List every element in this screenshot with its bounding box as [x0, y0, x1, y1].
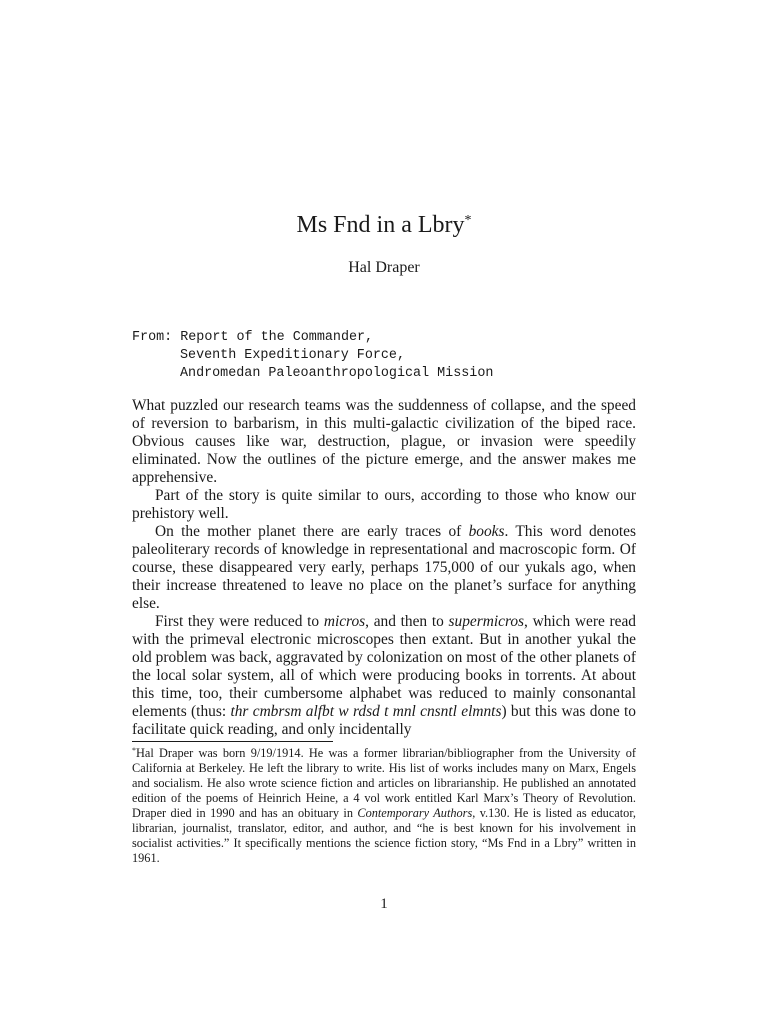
paragraph-4-emphasis-1: micros [323, 613, 366, 630]
title-footnote-marker[interactable]: * [464, 213, 472, 228]
memo-line-1 [132, 329, 652, 347]
footnote [132, 743, 636, 866]
page-title [0, 204, 768, 242]
footnote-text-b: , v.130. He is listed as educator, librarian, journalist, translator, editor, and author, and “he is best known for his involvement in socialist activities.” It specifically mentions the science fiction story, “Ms Fnd in a Lbry” written in 1961. [132, 806, 636, 865]
paragraph-2: Part of the story is quite similar to ours, according to those who know our prehistory well. [132, 487, 636, 522]
paragraph-4 [132, 613, 636, 739]
memo-header [132, 329, 652, 383]
paragraph-4-emphasis-3: thr cmbrsm alfbt w rdsd t mnl cnsntl elmnts [230, 703, 502, 720]
footnote-text-a: Hal Draper was born 9/19/1914. He was a former librarian/bibliographer from the University of California at Berkeley. He left the library to write. His list of works includes many on Marx, Engels and socialism. He also wrote science fiction and articles on librarianship. He published an annotated edition of the poems of Heinrich Heine, a 4 vol work entitled Karl Marx’s Theory of Revolution. Draper died in 1990 and has an obituary in [132, 746, 636, 820]
title-text: Ms Fnd in a Lbry [296, 212, 465, 238]
paragraph-4-part-c: , which were read with the primeval electronic microscopes then extant. But in another yukal the old problem was back, aggravated by colonization on most of the other planets of the local solar system, all of which were producing books in torrents. At about this time, too, their cumbersome alphabet was reduced to mainly consonantal elements (thus: [132, 613, 637, 720]
page-number: 1 [380, 896, 388, 912]
paragraph-4-part-d: ) but this was done to facilitate quick reading, and only incidentally [132, 703, 636, 738]
memo-line-3: Andromedan Paleoanthropological Mission [180, 366, 494, 381]
paragraph-3-part-b: . This word denotes paleoliterary records of knowledge in representational and macroscopic form. Of course, these disappeared very early, perhaps 175,000 of our yukals ago, when their increase threatened to leave no place on the planet’s surface for anything else. [132, 523, 636, 612]
memo-line-1-text: Report of the Commander, [180, 330, 374, 345]
footnote-marker: * [132, 746, 136, 755]
paragraph-4-part-a: First they were reduced to [155, 613, 324, 630]
author-name: Hal Draper [348, 259, 420, 276]
paragraph-3-emphasis: books [468, 523, 505, 540]
paragraph-3-part-a: On the mother planet there are early traces of [155, 523, 469, 540]
body-text [132, 397, 636, 739]
footnote-divider [132, 741, 333, 742]
paragraph-4-emphasis-2: supermicros [448, 613, 525, 630]
memo-line-2: Seventh Expeditionary Force, [180, 348, 405, 363]
paragraph-3 [132, 523, 636, 613]
memo-from-label: From: [132, 330, 173, 345]
paragraph-4-part-b: , and then to [365, 613, 449, 630]
paragraph-1: What puzzled our research teams was the suddenness of collapse, and the speed of reversion to barbarism, in this multi-galactic civilization of the biped race. Obvious causes like war, destruction, plague, or invasion were speedily eliminated. Now the outlines of the picture emerge, and the answer makes me apprehensive. [132, 397, 636, 486]
footnote-emphasis: Contemporary Authors [357, 806, 473, 820]
